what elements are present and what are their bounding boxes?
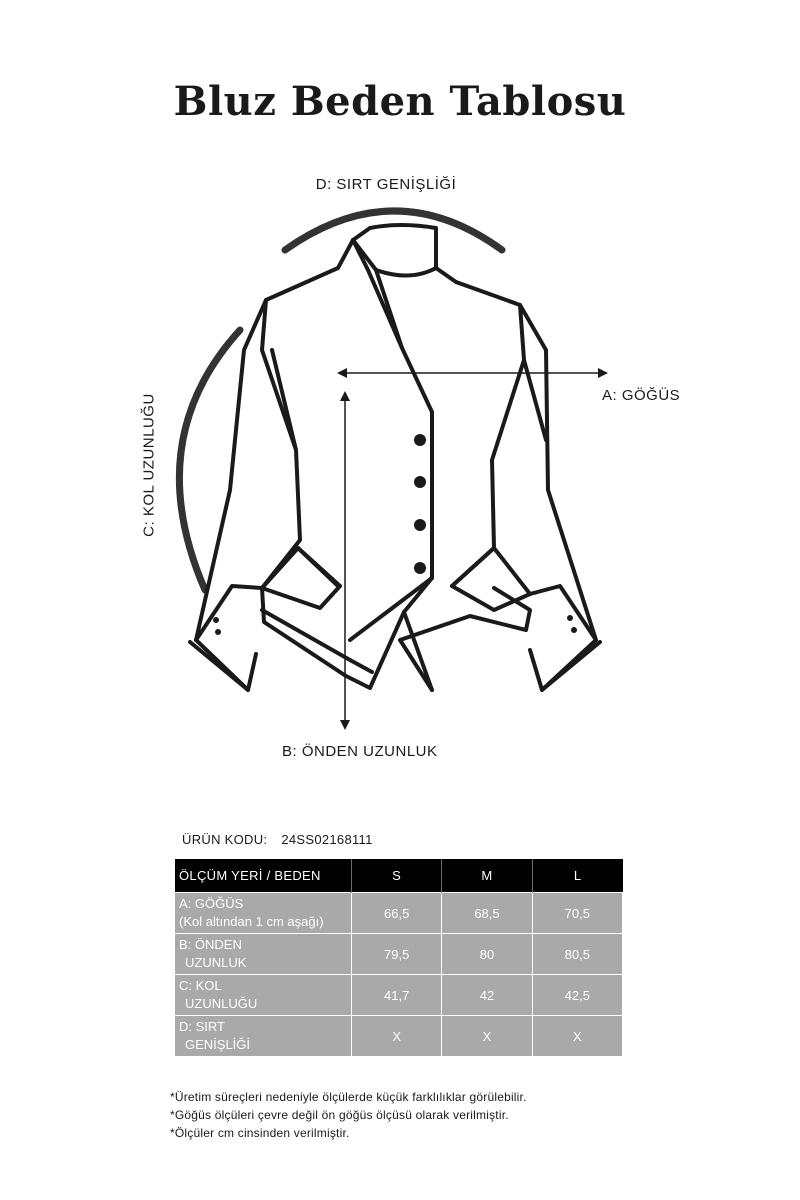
- size-table: [175, 859, 623, 1057]
- footnote: *Üretim süreçleri nedeniyle ölçülerde küçük farklılıklar görülebilir.: [170, 1090, 527, 1104]
- cell-s: 41,7: [352, 975, 442, 1016]
- table-header-row: [175, 859, 623, 893]
- cell-s: 66,5: [352, 893, 442, 934]
- cell-s: X: [352, 1016, 442, 1057]
- table-row: [175, 893, 623, 934]
- cell-m: X: [442, 1016, 532, 1057]
- body-outline: [262, 240, 353, 588]
- front-length-label: B: ÖNDEN UZUNLUK: [282, 743, 438, 760]
- left-sleeve: [196, 300, 266, 690]
- product-code-label: ÜRÜN KODU:: [182, 832, 268, 847]
- header-size-s: S: [352, 859, 442, 893]
- table-row: [175, 1016, 623, 1057]
- right-sleeve: [520, 305, 596, 690]
- cell-m: 80: [442, 934, 532, 975]
- footnote: *Göğüs ölçüleri çevre değil ön göğüs ölçüsü olarak verilmiştir.: [170, 1108, 509, 1122]
- page-title: Bluz Beden Tablosu: [173, 78, 627, 125]
- table-row: [175, 934, 623, 975]
- row-name: D: SIRT GENİŞLİĞİ: [175, 1016, 352, 1057]
- footnotes: [170, 1088, 527, 1142]
- cell-m: 68,5: [442, 893, 532, 934]
- product-code: [182, 832, 387, 847]
- cell-l: 80,5: [532, 934, 622, 975]
- back-width-arc: [285, 211, 502, 250]
- right-pocket-flap: [452, 548, 530, 610]
- table-row: [175, 975, 623, 1016]
- chest-label: A: GÖĞÜS: [602, 387, 681, 404]
- cell-s: 79,5: [352, 934, 442, 975]
- cell-l: 70,5: [532, 893, 622, 934]
- header-measure-size: ÖLÇÜM YERİ / BEDEN: [175, 859, 352, 893]
- back-width-label: D: SIRT GENİŞLİĞİ: [315, 176, 457, 193]
- header-size-l: L: [532, 859, 622, 893]
- cell-m: 42: [442, 975, 532, 1016]
- cell-l: X: [532, 1016, 622, 1057]
- cell-l: 42,5: [532, 975, 622, 1016]
- row-name: B: ÖNDEN UZUNLUK: [175, 934, 352, 975]
- sleeve-length-label: C: KOL UZUNLUĞU: [140, 393, 158, 537]
- row-name: A: GÖĞÜS (Kol altından 1 cm aşağı): [175, 893, 352, 934]
- footnote: *Ölçüler cm cinsinden verilmiştir.: [170, 1126, 350, 1140]
- sleeve-length-arc: [179, 330, 240, 590]
- product-code-value: 24SS02168111: [281, 832, 373, 847]
- row-name: C: KOL UZUNLUĞU: [175, 975, 352, 1016]
- header-size-m: M: [442, 859, 532, 893]
